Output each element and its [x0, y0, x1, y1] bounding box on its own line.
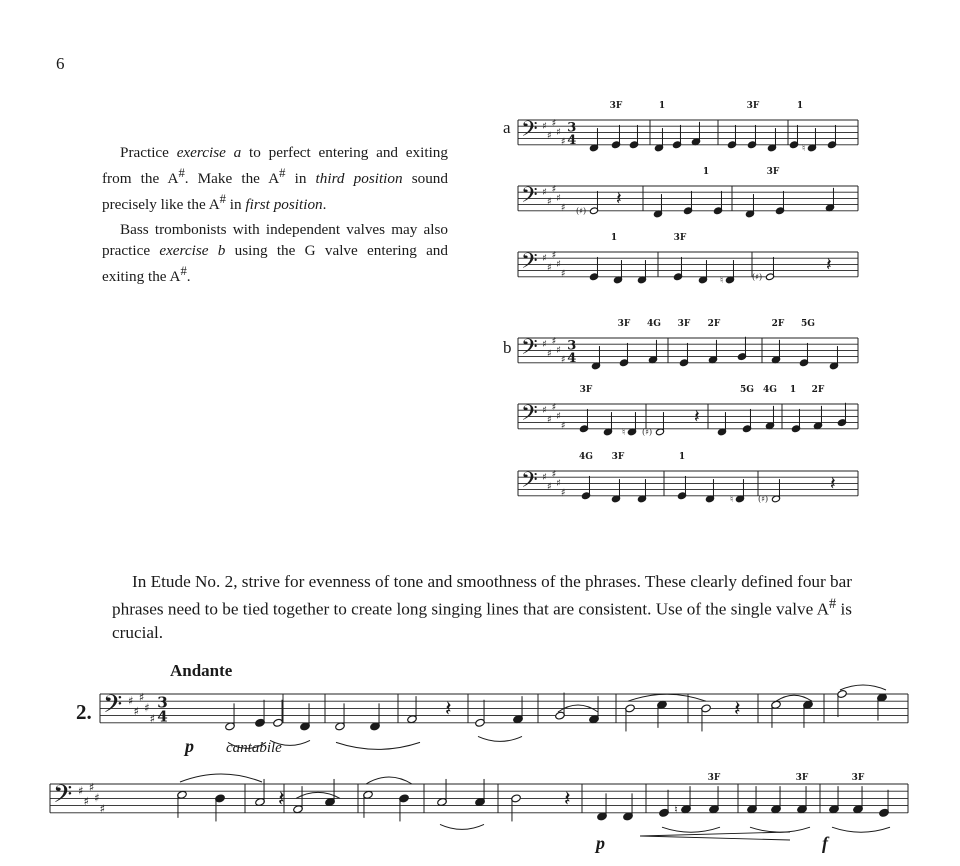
key-sharp-icon: ♯ — [551, 117, 557, 129]
fingering-label: 3F — [795, 773, 809, 783]
slur — [628, 694, 706, 701]
fingering-label: 5G — [740, 385, 754, 395]
bass-clef-icon: 𝄢 — [521, 116, 538, 147]
fingering-label: 4G — [579, 452, 593, 462]
key-sharp-icon: ♯ — [78, 784, 84, 798]
bass-clef-icon: 𝄢 — [521, 334, 538, 365]
key-sharp-icon: ♯ — [542, 338, 547, 350]
slur — [366, 777, 412, 784]
key-sharp-icon: ♯ — [138, 690, 145, 704]
key-sharp-icon: ♯ — [88, 780, 95, 794]
fingering-label: 3F — [617, 319, 631, 329]
quarter-rest-icon: 𝄽 — [830, 473, 836, 495]
key-sharp-icon: ♯ — [542, 471, 547, 483]
key-sharp-icon: ♯ — [94, 791, 100, 805]
etude-staff-1 — [100, 680, 910, 740]
page-number: 6 — [56, 54, 65, 73]
fingering-label: 1 — [702, 167, 710, 177]
time-sig-bottom: 4 — [567, 132, 577, 148]
natural-icon: ♮ — [720, 275, 724, 286]
slur — [662, 827, 720, 832]
fingering-label: 1 — [610, 233, 618, 243]
staff-b-2 — [518, 380, 860, 436]
fingering-label: 3F — [851, 773, 865, 783]
dynamic-piano: p — [185, 736, 194, 756]
key-sharp-icon: ♯ — [556, 259, 561, 271]
slur — [296, 792, 340, 798]
fingering-label: 3F — [673, 233, 687, 243]
fingering-label: 3F — [609, 101, 623, 111]
slur — [832, 827, 890, 832]
key-sharp-icon: ♯ — [560, 268, 566, 280]
natural-icon: ♮ — [802, 143, 806, 154]
key-sharp-icon: ♯ — [551, 335, 557, 347]
tempo-marking: Andante — [170, 661, 233, 680]
slur — [180, 774, 262, 782]
fingering-label: 1 — [796, 101, 804, 111]
key-sharp-icon: ♯ — [560, 487, 566, 499]
key-sharp-icon: ♯ — [546, 481, 552, 493]
key-sharp-icon: ♯ — [542, 186, 547, 198]
fingering-label: 1 — [789, 385, 797, 395]
key-sharp-icon: ♯ — [546, 130, 552, 142]
key-sharp-icon: ♯ — [556, 345, 561, 357]
bass-clef-icon: 𝄢 — [103, 690, 123, 726]
time-sig-bottom: 4 — [567, 350, 577, 366]
natural-icon: ♮ — [622, 427, 626, 438]
cautionary-sharp-icon: (♯) — [642, 427, 653, 437]
fingering-label: 1 — [678, 452, 686, 462]
bass-clef-icon: 𝄢 — [521, 400, 538, 431]
key-sharp-icon: ♯ — [560, 354, 566, 366]
key-sharp-icon: ♯ — [128, 694, 134, 708]
slur — [440, 824, 484, 829]
quarter-rest-icon: 𝄽 — [616, 188, 622, 210]
time-sig-top: 3 — [567, 120, 577, 136]
slur — [840, 685, 886, 690]
key-sharp-icon: ♯ — [546, 196, 552, 208]
staff-a-2 — [518, 162, 860, 218]
intro-paragraph-2: Bass trombonists with independent valves may also practice exercise b using the G valve entering and exiting the A#. — [102, 221, 448, 286]
key-sharp-icon: ♯ — [546, 348, 552, 360]
key-sharp-icon: ♯ — [546, 262, 552, 274]
dynamic-forte: f — [822, 833, 828, 853]
key-sharp-icon: ♯ — [149, 712, 156, 726]
staff-a-1 — [518, 96, 860, 152]
slur — [478, 736, 522, 741]
key-sharp-icon: ♯ — [560, 420, 566, 432]
natural-icon: ♮ — [674, 802, 678, 816]
key-sharp-icon: ♯ — [542, 404, 547, 416]
crescendo-hairpin — [640, 832, 790, 840]
slur — [750, 827, 810, 832]
quarter-rest-icon: 𝄽 — [826, 254, 832, 276]
cautionary-sharp-icon: (♯) — [752, 272, 763, 282]
dynamic-piano-2: p — [596, 833, 605, 853]
quarter-rest-icon: 𝄽 — [278, 786, 285, 812]
fingering-label: 1 — [658, 101, 666, 111]
bass-clef-icon: 𝄢 — [521, 467, 538, 498]
etude-staff-2 — [50, 770, 910, 830]
expression-cantabile: cantabile — [226, 740, 282, 756]
staff-b-1 — [518, 314, 860, 370]
key-sharp-icon: ♯ — [133, 705, 139, 719]
key-sharp-icon: ♯ — [556, 411, 561, 423]
quarter-rest-icon: 𝄽 — [734, 696, 741, 722]
fingering-label: 3F — [766, 167, 780, 177]
key-sharp-icon: ♯ — [99, 802, 106, 816]
bass-clef-icon: 𝄢 — [521, 182, 538, 213]
fingering-label: 3F — [611, 452, 625, 462]
fingering-label: 3F — [707, 773, 721, 783]
slur — [336, 742, 420, 749]
natural-icon: ♮ — [730, 494, 734, 505]
fingering-label: 3F — [677, 319, 691, 329]
key-sharp-icon: ♯ — [542, 120, 547, 132]
key-sharp-icon: ♯ — [144, 701, 150, 715]
cautionary-sharp-icon: (♯) — [758, 494, 769, 504]
fingering-label: 5G — [801, 319, 815, 329]
etude-number: 2. — [76, 700, 92, 724]
key-sharp-icon: ♯ — [556, 478, 561, 490]
fingering-label: 4G — [647, 319, 661, 329]
key-sharp-icon: ♯ — [551, 183, 557, 195]
fingering-label: 3F — [746, 101, 760, 111]
key-sharp-icon: ♯ — [551, 249, 557, 261]
exercise-a-label: a — [503, 118, 511, 137]
exercise-b-label: b — [503, 338, 512, 357]
key-sharp-icon: ♯ — [556, 193, 561, 205]
time-sig-bottom: 4 — [157, 707, 168, 726]
fingering-label: 2F — [707, 319, 721, 329]
key-sharp-icon: ♯ — [551, 401, 557, 413]
fingering-label: 2F — [771, 319, 785, 329]
intro-paragraph-1: Practice exercise a to perfect entering and exiting from the A#. Make the A# in third position sound precisely like the A# in first position. — [102, 144, 448, 214]
quarter-rest-icon: 𝄽 — [564, 786, 571, 812]
key-sharp-icon: ♯ — [542, 252, 547, 264]
staff-b-3 — [518, 447, 860, 503]
key-sharp-icon: ♯ — [546, 414, 552, 426]
etude-instructions: In Etude No. 2, strive for evenness of tone and smoothness of the phrases. These clearly defined four bar phrases need to be tied together to create long singing lines that are consistent. Use of the single valve A# is crucial. — [112, 572, 852, 642]
bass-clef-icon: 𝄢 — [53, 780, 73, 816]
cautionary-sharp-icon: (♯) — [576, 206, 587, 216]
quarter-rest-icon: 𝄽 — [694, 406, 700, 428]
fingering-label: 3F — [579, 385, 593, 395]
intro-text — [102, 142, 448, 291]
key-sharp-icon: ♯ — [560, 136, 566, 148]
key-sharp-icon: ♯ — [551, 468, 557, 480]
quarter-rest-icon: 𝄽 — [445, 696, 452, 722]
key-sharp-icon: ♯ — [560, 202, 566, 214]
staff-a-3 — [518, 228, 860, 284]
time-sig-top: 3 — [157, 693, 168, 712]
key-sharp-icon: ♯ — [83, 795, 89, 809]
fingering-label: 2F — [811, 385, 825, 395]
slur — [776, 695, 812, 701]
fingering-label: 4G — [763, 385, 777, 395]
key-sharp-icon: ♯ — [556, 127, 561, 139]
bass-clef-icon: 𝄢 — [521, 248, 538, 279]
time-sig-top: 3 — [567, 338, 577, 354]
